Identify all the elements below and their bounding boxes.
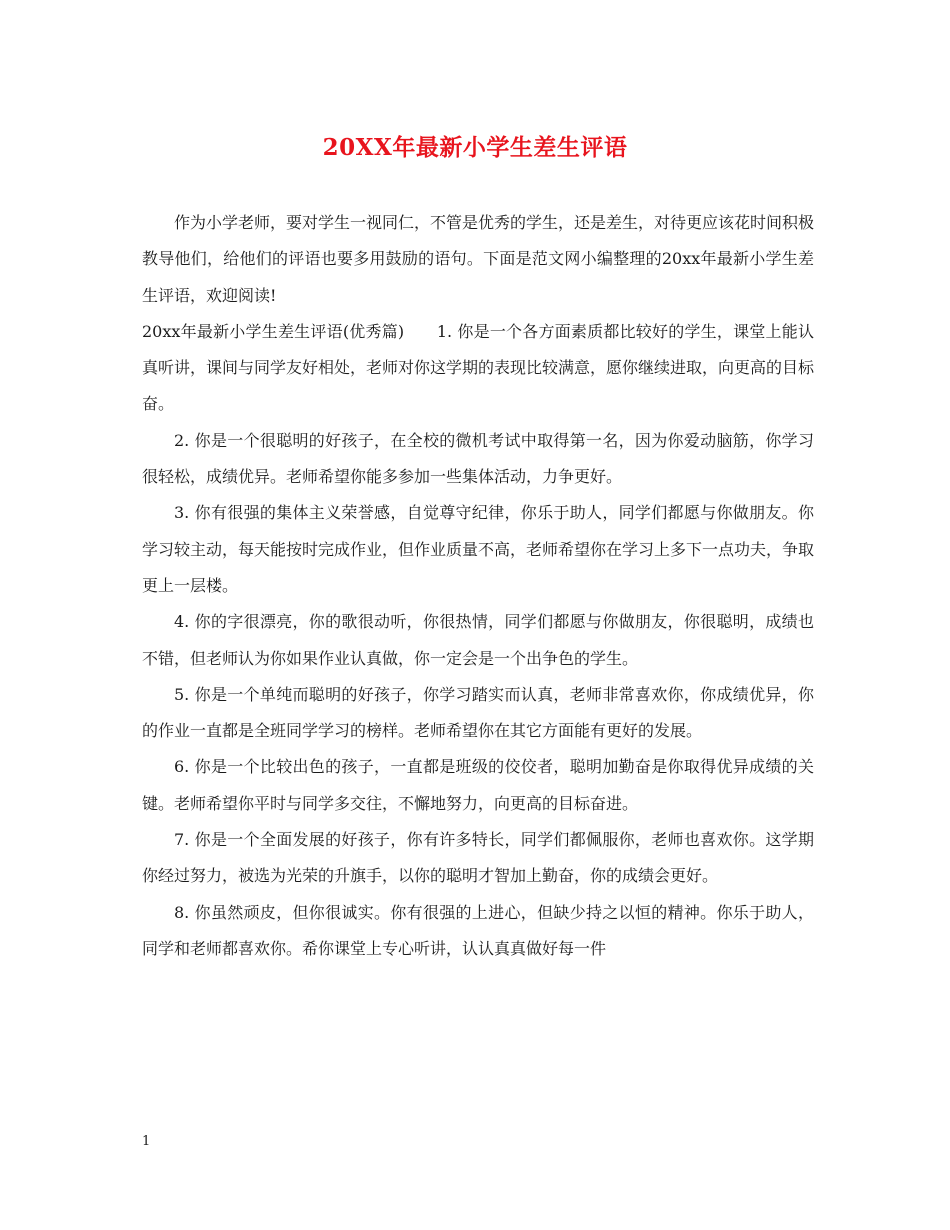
paragraph-item-4: 4. 你的字很漂亮，你的歌很动听，你很热情，同学们都愿与你做朋友，你很聪明，成绩也不错，但老师认为你如果作业认真做，你一定会是一个出争色的学生。 (142, 612, 814, 668)
paragraph-item-1: 20xx年最新小学生差生评语(优秀篇) 1. 你是一个各方面素质都比较好的学生，课堂上能认真听讲，课间与同学友好相处，老师对你这学期的表现比较满意，愿你继续进取，向更高的目标奋。 (142, 321, 815, 414)
paragraph-intro: 作为小学老师，要对学生一视同仁，不管是优秀的学生，还是差生，对待更应该花时间积极教导他们，给他们的评语也要多用鼓励的语句。下面是范文网小编整理的20xx年最新小学生差生评语，欢迎阅读! (142, 213, 815, 305)
document-body (142, 205, 814, 967)
paragraph-item-7: 7. 你是一个全面发展的好孩子，你有许多特长，同学们都佩服你，老师也喜欢你。这学期你经过努力，被选为光荣的升旗手，以你的聪明才智加上勤奋，你的成绩会更好。 (142, 830, 814, 886)
page-number: 1 (142, 1134, 151, 1149)
paragraph-item-3: 3. 你有很强的集体主义荣誉感，自觉尊守纪律，你乐于助人，同学们都愿与你做朋友。你学习较主动，每天能按时完成作业，但作业质量不高，老师希望你在学习上多下一点功夫，争取更上一层楼。 (142, 503, 815, 595)
paragraph-item-8: 8. 你虽然顽皮，但你很诚实。你有很强的上进心，但缺少持之以恒的精神。你乐于助人，同学和老师都喜欢你。希你课堂上专心听讲，认认真真做好每一件 (142, 902, 814, 958)
document-title: 20XX年最新小学生差生评语 (322, 134, 628, 161)
paragraph-item-5: 5. 你是一个单纯而聪明的好孩子，你学习踏实而认真，老师非常喜欢你，你成绩优异，你的作业一直都是全班同学学习的榜样。老师希望你在其它方面能有更好的发展。 (142, 684, 814, 741)
paragraph-item-6: 6. 你是一个比较出色的孩子，一直都是班级的佼佼者，聪明加勤奋是你取得优异成绩的关键。老师希望你平时与同学多交往，不懈地努力，向更高的目标奋进。 (142, 757, 814, 813)
paragraph-item-2: 2. 你是一个很聪明的好孩子，在全校的微机考试中取得第一名，因为你爱动脑筋，你学习很轻松，成绩优异。老师希望你能多参加一些集体活动，力争更好。 (142, 430, 814, 487)
